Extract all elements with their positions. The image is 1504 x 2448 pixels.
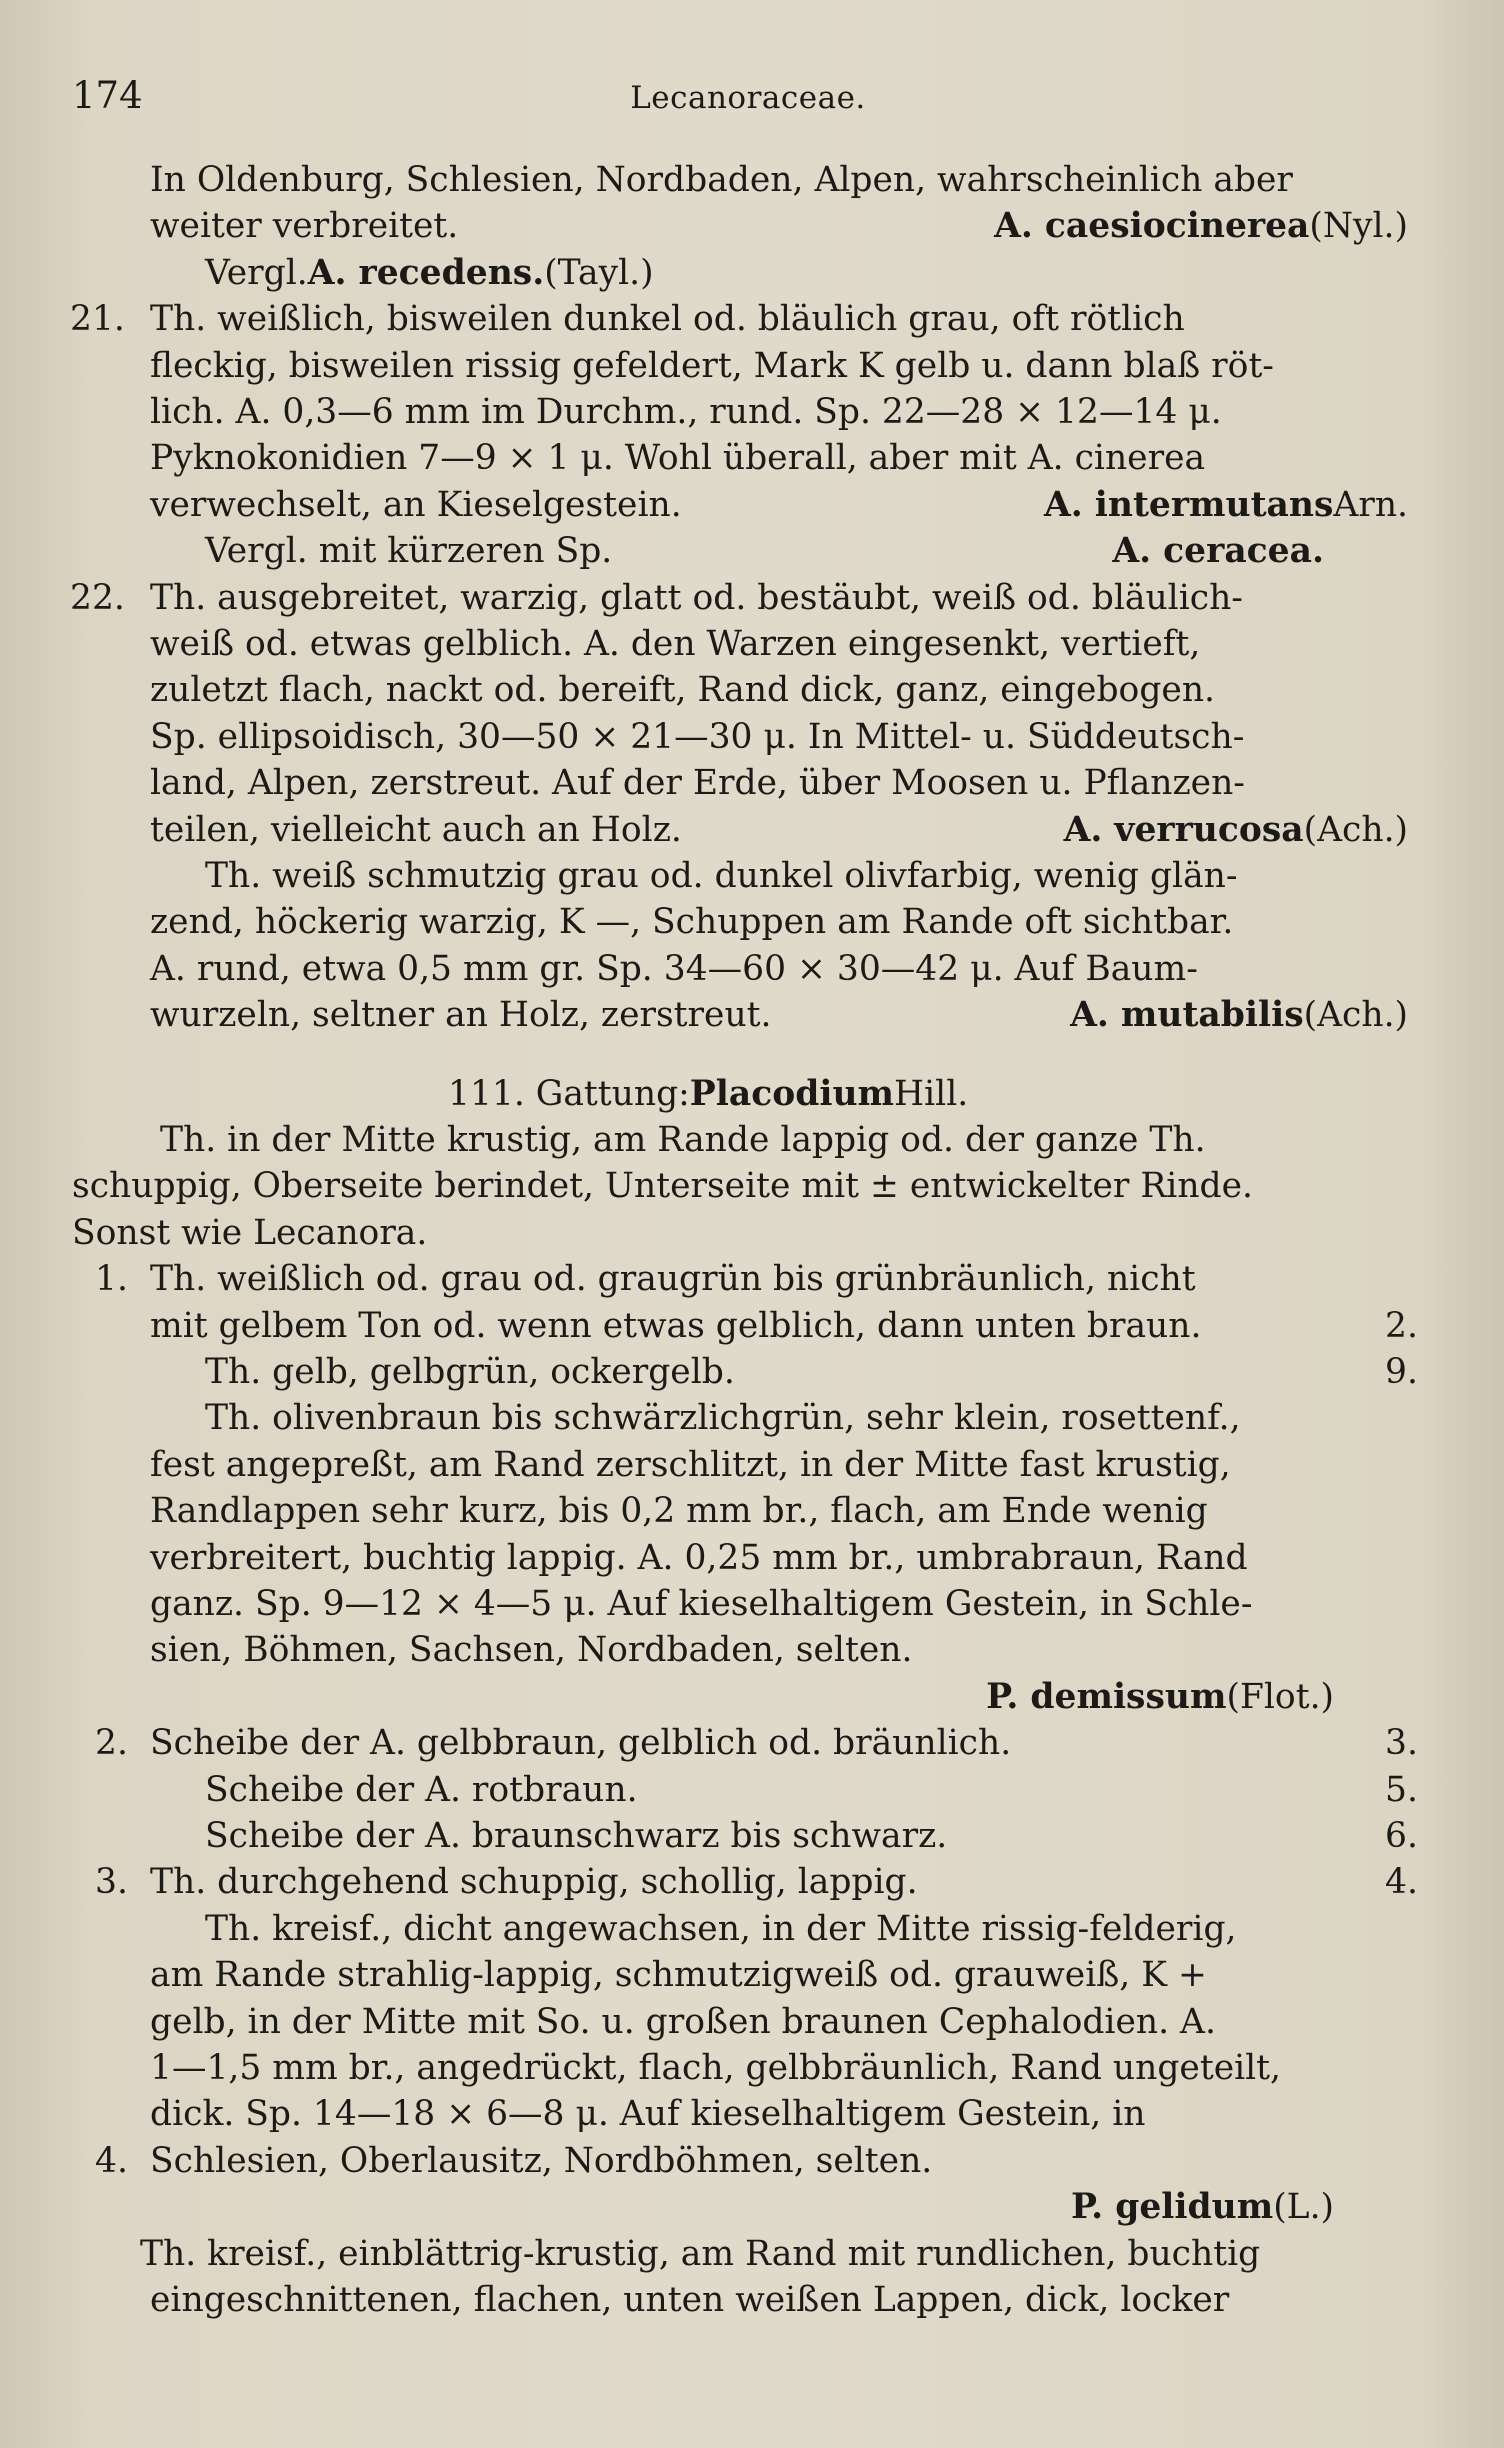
text-line	[205, 1396, 1241, 1442]
species-name: (L.)	[1273, 2187, 1334, 2228]
text-line	[150, 2092, 1145, 2138]
text-line	[150, 1628, 912, 1674]
text-line	[150, 622, 1200, 668]
text-line	[150, 1536, 1248, 1582]
key-reference: 9.	[1385, 1352, 1418, 1392]
line-text: am Rande strahlig-lappig, schmutzigweiß od. grauweiß, K +	[150, 1955, 1207, 1996]
species-name: (Nyl.)	[1309, 206, 1408, 247]
line-text: 1—1,5 mm br., angedrückt, flach, gelbbräunlich, Rand ungeteilt,	[150, 2048, 1282, 2088]
line-text: Sp. ellipsoidisch, 30—50 × 21—30 μ. In Mittel- u. Süddeutsch-	[150, 716, 1245, 757]
species-name: A. ceracea.	[1112, 531, 1324, 572]
page-number: 174	[72, 74, 143, 117]
species-name: (Ach.)	[1303, 995, 1408, 1036]
line-text: land, Alpen, zerstreut. Auf der Erde, über Moosen u. Pflanzen-	[150, 763, 1245, 804]
line-text: verbreitert, buchtig lappig. A. 0,25 mm br., umbrabraun, Rand	[150, 1537, 1248, 1578]
line-text: Vergl. mit kürzeren Sp.	[205, 531, 613, 572]
species-name: A. mutabilis	[1070, 995, 1304, 1036]
line-text: Th. weißlich, bisweilen dunkel od. bläulich grau, oft rötlich	[150, 299, 1185, 340]
line-text: Th. durchgehend schuppig, schollig, lappig.	[150, 1862, 918, 1903]
line-text: sien, Böhmen, Sachsen, Nordbaden, selten.	[150, 1630, 913, 1671]
line-text: Th. gelb, gelbgrün, ockergelb.	[205, 1352, 735, 1392]
key-reference: 2.	[1385, 1305, 1418, 1346]
text-line	[150, 900, 1233, 946]
species-name: Arn.	[1333, 484, 1408, 525]
species-name: P. demissum	[986, 1676, 1227, 1717]
species-name: A. intermutans	[1043, 484, 1334, 525]
key-reference: 5.	[1385, 1769, 1418, 1810]
genus-name: Placodium	[689, 1074, 895, 1114]
text-line	[205, 1768, 638, 1814]
line-text: dick. Sp. 14—18 × 6—8 μ. Auf kieselhaltigem Gestein, in	[150, 2094, 1146, 2135]
species-citation	[986, 1675, 1334, 1721]
text-line	[150, 2139, 932, 2185]
entry-number: 3.	[95, 1862, 128, 1903]
line-text: A. rund, etwa 0,5 mm gr. Sp. 34—60 × 30—42 μ. Auf Baum-	[150, 948, 1198, 989]
text-line	[150, 993, 772, 1039]
line-text: lich. A. 0,3—6 mm im Durchm., rund. Sp. 22—28 × 12—14 μ.	[150, 392, 1222, 432]
text-line	[150, 2278, 1229, 2324]
text-line	[150, 808, 682, 854]
genus-number: 111. Gattung:	[448, 1074, 690, 1114]
line-text: fest angepreßt, am Rand zerschlitzt, in der Mitte fast krustig,	[150, 1444, 1231, 1485]
genus-heading	[448, 1072, 968, 1118]
entry-number: 22.	[70, 577, 125, 618]
line-text: Scheibe der A. rotbraun.	[205, 1769, 638, 1810]
text-line	[150, 390, 1222, 436]
text-line	[150, 947, 1198, 993]
species-name: (Tayl.)	[544, 252, 654, 293]
line-text: zend, höckerig warzig, K —, Schuppen am Rande oft sichtbar.	[150, 902, 1234, 943]
line-text: Randlappen sehr kurz, bis 0,2 mm br., flach, am Ende wenig	[150, 1491, 1208, 1532]
species-citation	[1070, 993, 1408, 1039]
text-line	[205, 1907, 1237, 1953]
line-text: Sonst wie Lecanora.	[72, 1212, 428, 1253]
line-text: Vergl.	[205, 252, 308, 293]
key-reference: 3.	[1385, 1723, 1418, 1764]
line-text: weiter verbreitet.	[150, 206, 459, 247]
line-text: Schlesien, Oberlausitz, Nordböhmen, selten.	[150, 2140, 933, 2181]
text-line	[150, 761, 1245, 807]
line-text: schuppig, Oberseite berindet, Unterseite mit ± entwickelter Rinde.	[72, 1166, 1254, 1207]
text-line	[150, 1257, 1196, 1303]
text-line	[150, 1721, 1011, 1767]
species-name: (Ach.)	[1303, 809, 1408, 850]
species-citation	[1071, 2185, 1334, 2231]
line-text: Th. weiß schmutzig grau od. dunkel olivfarbig, wenig glän-	[205, 856, 1238, 896]
text-line	[150, 158, 1293, 204]
entry-number: 21.	[70, 299, 125, 340]
text-line	[150, 483, 682, 529]
text-line	[150, 436, 1205, 482]
species-name: A. verrucosa	[1063, 809, 1304, 850]
line-text: Scheibe der A. braunschwarz bis schwarz.	[205, 1816, 948, 1856]
text-line	[150, 297, 1185, 343]
line-text: Th. kreisf., einblättrig-krustig, am Rand mit rundlichen, buchtig	[140, 2233, 1261, 2274]
species-citation	[1064, 808, 1408, 854]
text-line	[150, 1953, 1207, 1999]
line-text: Th. olivenbraun bis schwärzlichgrün, sehr klein, rosettenf.,	[205, 1398, 1241, 1439]
line-text: Scheibe der A. gelbbraun, gelblich od. bräunlich.	[150, 1723, 1012, 1764]
text-line	[150, 2046, 1281, 2092]
entry-number: 2.	[95, 1723, 128, 1764]
species-citation	[1044, 483, 1408, 529]
line-text: eingeschnittenen, flachen, unten weißen Lappen, dick, locker	[150, 2280, 1230, 2320]
text-line	[150, 576, 1243, 622]
key-reference: 4.	[1385, 1862, 1418, 1903]
line-text: wurzeln, seltner an Holz, zerstreut.	[150, 995, 772, 1036]
entry-number: 1.	[95, 1259, 128, 1300]
text-line	[160, 1118, 1206, 1164]
line-text: Th. weißlich od. grau od. graugrün bis grünbräunlich, nicht	[150, 1259, 1196, 1300]
line-text: zuletzt flach, nackt od. bereift, Rand dick, ganz, eingebogen.	[150, 670, 1216, 711]
species-citation	[994, 204, 1408, 250]
line-text: ganz. Sp. 9—12 × 4—5 μ. Auf kieselhaltigem Gestein, in Schle-	[150, 1584, 1253, 1624]
text-line	[150, 668, 1215, 714]
line-text: Th. in der Mitte krustig, am Rande lappig od. der ganze Th.	[160, 1120, 1206, 1160]
text-line	[150, 715, 1244, 761]
running-title: Lecanoraceae.	[630, 80, 866, 116]
text-line	[150, 1443, 1231, 1489]
line-text: gelb, in der Mitte mit So. u. großen braunen Cephalodien. A.	[150, 2001, 1216, 2042]
text-line	[205, 1814, 947, 1860]
text-line	[150, 204, 458, 250]
species-citation	[1112, 529, 1324, 575]
text-line	[205, 529, 612, 575]
text-line	[150, 1582, 1252, 1628]
text-line	[205, 251, 654, 297]
line-text: Pyknokonidien 7—9 × 1 μ. Wohl überall, aber mit A. cinerea	[150, 438, 1206, 479]
text-line	[150, 344, 1274, 390]
text-line	[150, 1860, 918, 1906]
line-text: verwechselt, an Kieselgestein.	[150, 484, 682, 525]
line-text: Th. kreisf., dicht angewachsen, in der Mitte rissig-felderig,	[205, 1908, 1237, 1949]
text-line	[150, 1489, 1208, 1535]
entry-number: 4.	[95, 2140, 128, 2181]
text-line	[205, 1350, 735, 1396]
line-text: Th. ausgebreitet, warzig, glatt od. bestäubt, weiß od. bläulich-	[150, 577, 1243, 618]
text-line	[140, 2232, 1260, 2278]
species-name: P. gelidum	[1070, 2187, 1274, 2228]
species-name: (Flot.)	[1226, 1676, 1334, 1717]
text-line	[72, 1164, 1253, 1210]
text-line	[72, 1211, 427, 1257]
line-text: mit gelbem Ton od. wenn etwas gelblich, dann unten braun.	[150, 1305, 1202, 1346]
text-line	[150, 2000, 1216, 2046]
text-line	[150, 1304, 1201, 1350]
line-text: fleckig, bisweilen rissig gefeldert, Mark K gelb u. dann blaß röt-	[150, 345, 1274, 386]
line-text: In Oldenburg, Schlesien, Nordbaden, Alpen, wahrscheinlich aber	[150, 160, 1293, 200]
page-header	[72, 74, 1424, 124]
line-text: weiß od. etwas gelblich. A. den Warzen eingesenkt, vertieft,	[150, 624, 1201, 664]
text-line	[205, 854, 1238, 900]
species-name: A. recedens.	[307, 252, 545, 293]
species-name: A. caesiocinerea	[994, 206, 1310, 247]
key-reference: 6.	[1385, 1816, 1418, 1856]
line-text: teilen, vielleicht auch an Holz.	[150, 809, 682, 850]
genus-author: Hill.	[894, 1074, 969, 1114]
